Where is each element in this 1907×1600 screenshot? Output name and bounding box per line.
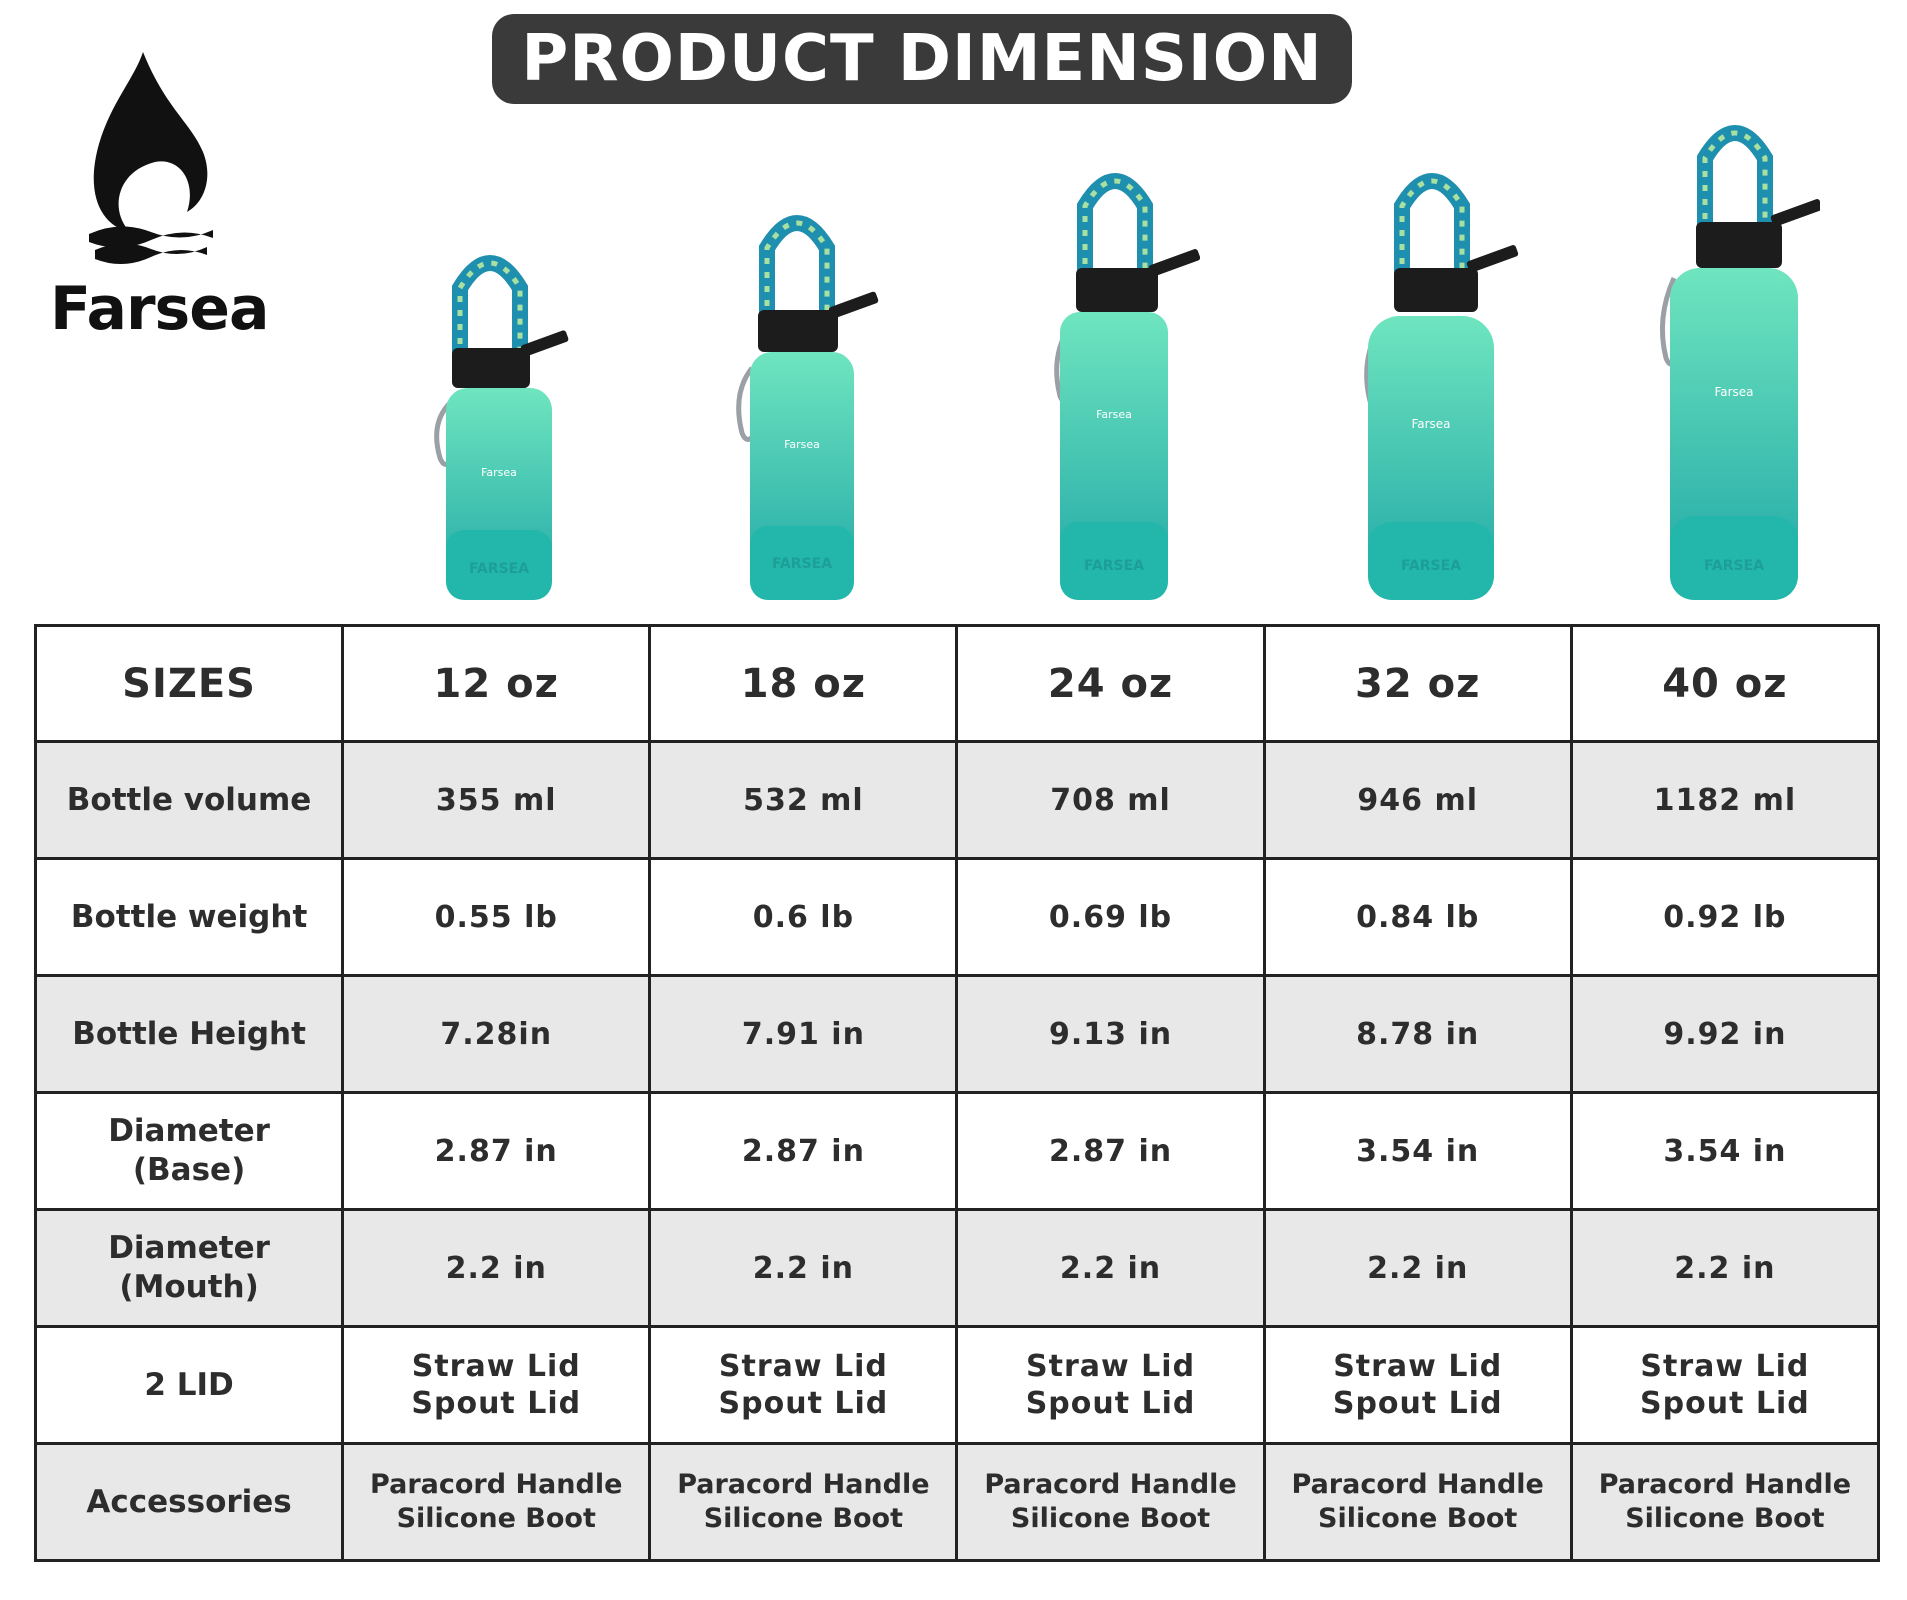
table-cell: 2.2 in — [1571, 1210, 1878, 1327]
table-row — [36, 1210, 1879, 1327]
accessory-line: Silicone Boot — [396, 1503, 596, 1534]
table-cell: 2.87 in — [957, 1093, 1264, 1210]
table-cell: 0.84 lb — [1264, 859, 1571, 976]
lid-line: Spout Lid — [718, 1386, 889, 1421]
accessory-line: Paracord Handle — [1291, 1469, 1544, 1501]
table-cell: 0.69 lb — [957, 859, 1264, 976]
bottle-12oz-image — [420, 248, 580, 603]
table-cell: 0.6 lb — [650, 859, 957, 976]
table-row — [36, 1093, 1879, 1210]
header-size: 32 oz — [1264, 626, 1571, 742]
dimension-table — [34, 624, 1880, 1562]
header-size: 18 oz — [650, 626, 957, 742]
table-cell: 946 ml — [1264, 742, 1571, 859]
table-cell: 532 ml — [650, 742, 957, 859]
table-cell: 708 ml — [957, 742, 1264, 859]
table-cell: 9.13 in — [957, 976, 1264, 1093]
table-cell — [343, 1444, 650, 1561]
bottle-brand-mark: Farsea — [784, 438, 820, 451]
accessory-line: Silicone Boot — [1318, 1503, 1518, 1534]
table-cell: 2.2 in — [650, 1210, 957, 1327]
page-title: PRODUCT DIMENSION — [521, 22, 1323, 96]
row-label: Accessories — [36, 1444, 343, 1561]
accessory-line: Silicone Boot — [1010, 1503, 1211, 1534]
bottle-32oz-image — [1350, 166, 1520, 603]
title-banner — [492, 14, 1352, 104]
row-label — [36, 1210, 343, 1327]
boot-brand-mark: FARSEA — [468, 561, 530, 577]
table-row — [36, 1444, 1879, 1561]
header-label: SIZES — [36, 626, 343, 742]
table-cell — [1571, 1444, 1878, 1561]
table-cell — [650, 1327, 957, 1444]
table-cell: 2.2 in — [343, 1210, 650, 1327]
table-cell — [1571, 1327, 1878, 1444]
header-size: 12 oz — [343, 626, 650, 742]
lid-line: Straw Lid — [411, 1348, 581, 1384]
row-label-line: (Mouth) — [119, 1269, 259, 1305]
brand-name: Farsea — [50, 274, 269, 344]
boot-brand-mark: FARSEA — [1400, 558, 1462, 574]
lid-line: Spout Lid — [1025, 1386, 1196, 1421]
table-cell: 9.92 in — [1571, 976, 1878, 1093]
table-cell: 2.87 in — [343, 1093, 650, 1210]
table-row — [36, 1327, 1879, 1444]
row-label: 2 LID — [36, 1327, 343, 1444]
table-cell: 2.2 in — [1264, 1210, 1571, 1327]
accessory-line: Paracord Handle — [1598, 1469, 1852, 1501]
table-row — [36, 859, 1879, 976]
header-size: 40 oz — [1571, 626, 1878, 742]
table-cell: 8.78 in — [1264, 976, 1571, 1093]
lid-line: Straw Lid — [718, 1348, 888, 1384]
farsea-logo — [50, 52, 269, 344]
boot-brand-mark: FARSEA — [771, 556, 833, 572]
row-label — [36, 1093, 343, 1210]
table-row — [36, 742, 1879, 859]
table-cell — [957, 1327, 1264, 1444]
header-size: 24 oz — [957, 626, 1264, 742]
row-label: Bottle Height — [36, 976, 343, 1093]
bottle-18oz-image — [722, 208, 882, 603]
boot-brand-mark: FARSEA — [1083, 558, 1145, 574]
table-cell — [650, 1444, 957, 1561]
table-cell: 3.54 in — [1571, 1093, 1878, 1210]
accessory-line: Paracord Handle — [984, 1469, 1237, 1501]
accessory-line: Paracord Handle — [370, 1469, 623, 1501]
lid-line: Straw Lid — [1026, 1348, 1196, 1384]
table-cell — [1264, 1444, 1571, 1561]
bottle-brand-mark: Farsea — [1714, 385, 1754, 399]
row-label-line: Diameter — [108, 1230, 270, 1267]
table-row — [36, 976, 1879, 1093]
accessory-line: Silicone Boot — [1625, 1503, 1825, 1534]
bottle-brand-mark: Farsea — [1096, 408, 1132, 421]
boot-brand-mark: FARSEA — [1703, 558, 1765, 574]
bottle-brand-mark: Farsea — [481, 466, 517, 479]
table-cell: 3.54 in — [1264, 1093, 1571, 1210]
row-label: Bottle volume — [36, 742, 343, 859]
lid-line: Straw Lid — [1640, 1348, 1810, 1384]
lid-line: Spout Lid — [1640, 1386, 1810, 1421]
table-cell — [343, 1327, 650, 1444]
bottle-brand-mark: Farsea — [1411, 417, 1451, 431]
table-cell: 0.55 lb — [343, 859, 650, 976]
bottle-24oz-image — [1040, 166, 1200, 603]
table-cell: 7.28in — [343, 976, 650, 1093]
table-cell: 355 ml — [343, 742, 650, 859]
accessory-line: Silicone Boot — [703, 1503, 904, 1534]
table-cell: 1182 ml — [1571, 742, 1878, 859]
accessory-line: Paracord Handle — [677, 1469, 930, 1501]
bottle-40oz-image — [1650, 118, 1820, 603]
lid-line: Straw Lid — [1333, 1348, 1503, 1384]
table-cell: 2.87 in — [650, 1093, 957, 1210]
lid-line: Spout Lid — [1332, 1386, 1503, 1421]
table-cell: 0.92 lb — [1571, 859, 1878, 976]
table-cell — [957, 1444, 1264, 1561]
table-cell: 7.91 in — [650, 976, 957, 1093]
lid-line: Spout Lid — [411, 1386, 582, 1421]
table-cell — [1264, 1327, 1571, 1444]
table-cell: 2.2 in — [957, 1210, 1264, 1327]
wave-drop-logo-icon — [85, 52, 215, 267]
row-label-line: Diameter — [108, 1113, 270, 1150]
table-header-row — [36, 626, 1879, 742]
row-label-line: (Base) — [132, 1152, 246, 1188]
row-label: Bottle weight — [36, 859, 343, 976]
